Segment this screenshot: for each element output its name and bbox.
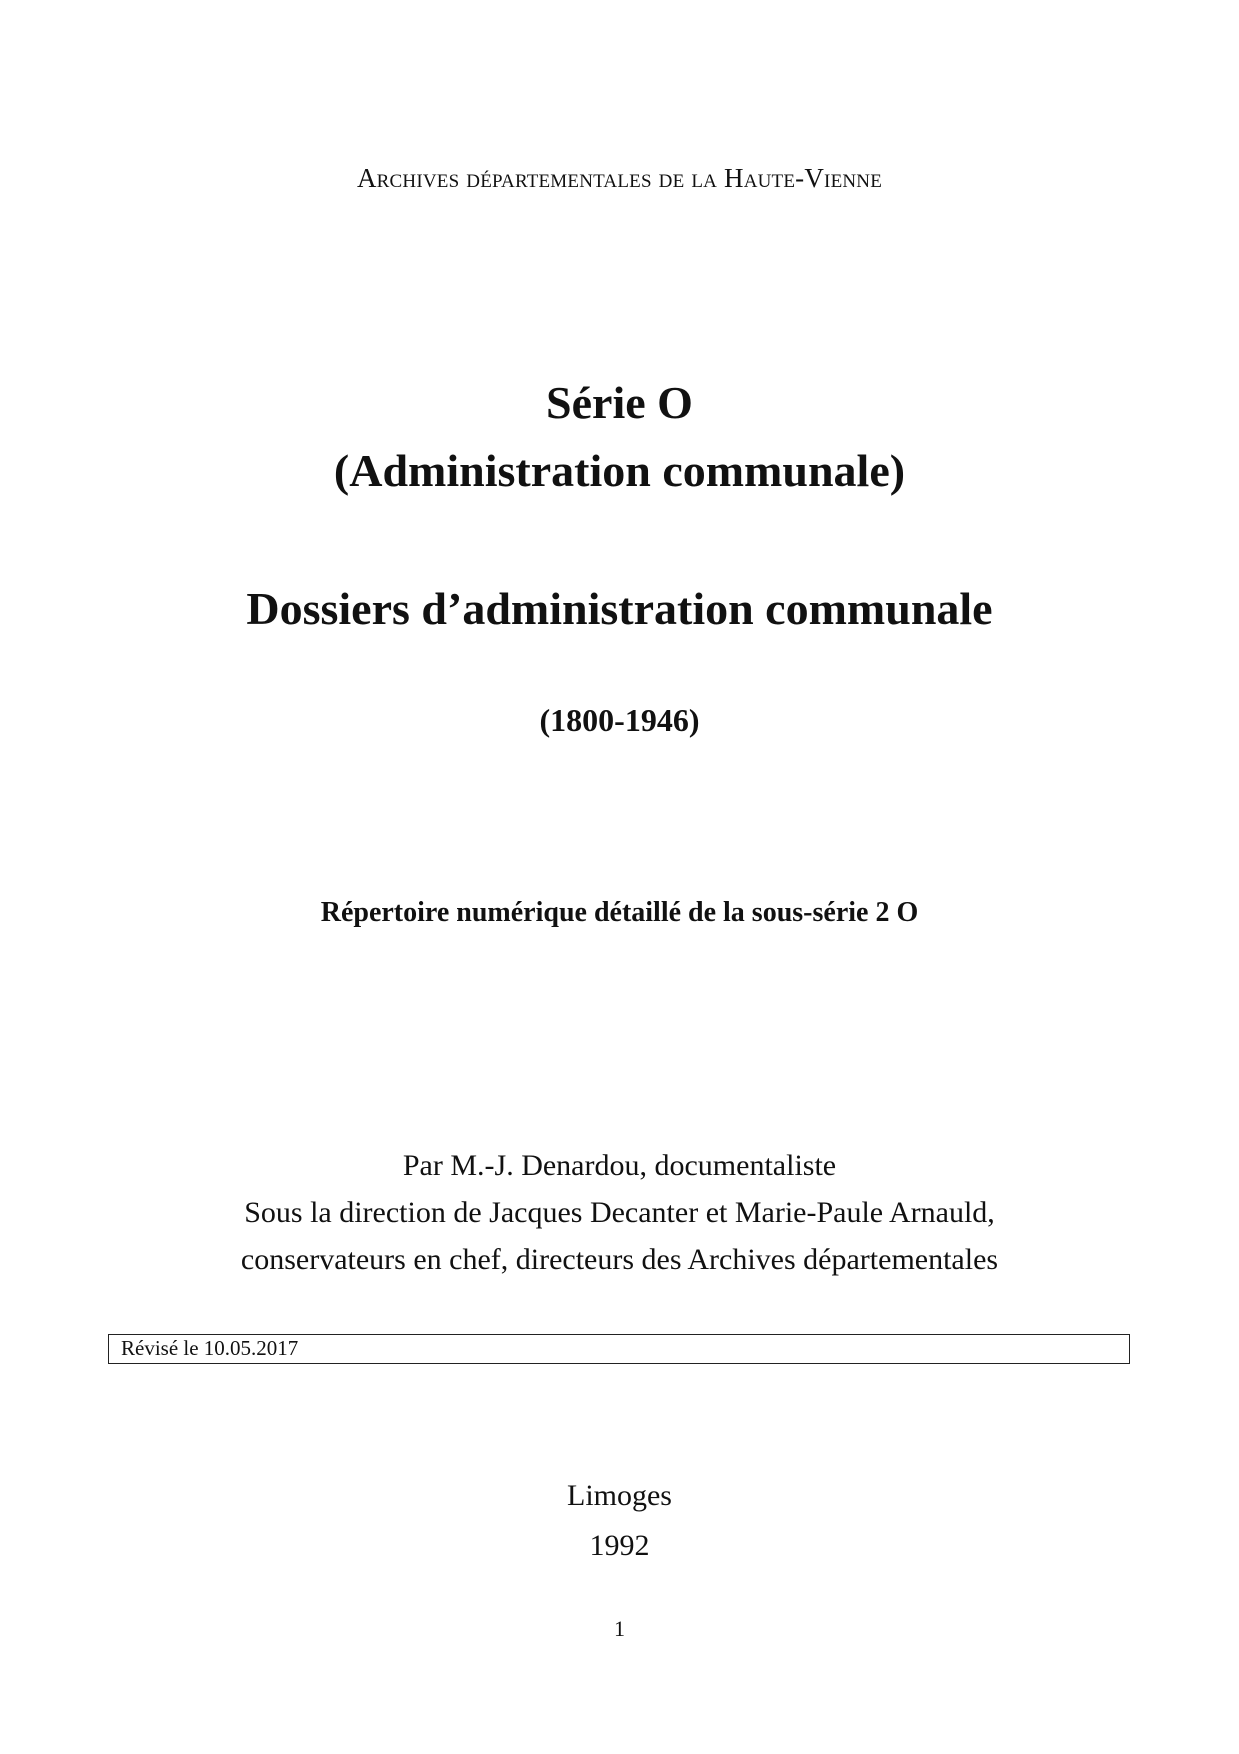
revision-note: Révisé le 10.05.2017 (121, 1336, 299, 1360)
document-title: Dossiers d’administration communale (246, 583, 993, 634)
page-number: 1 (614, 1616, 625, 1641)
conservators-line: conservateurs en chef, directeurs des Archives départementales (240, 1243, 999, 1276)
imprint-place: Limoges (567, 1479, 672, 1512)
series-subtitle: (Administration communale) (333, 445, 906, 496)
imprint-year: 1992 (589, 1529, 650, 1562)
institution-header: Archives départementales de la Haute-Vienne (356, 163, 883, 193)
author-line: Par M.-J. Denardou, documentaliste (402, 1149, 837, 1182)
series-title: Série O (546, 377, 693, 428)
direction-line: Sous la direction de Jacques Decanter et Marie-Paule Arnauld, (244, 1196, 995, 1229)
date-range: (1800-1946) (539, 702, 700, 738)
revision-note-box (108, 1334, 1130, 1364)
repertoire-description: Répertoire numérique détaillé de la sous-série 2 O (320, 897, 919, 928)
